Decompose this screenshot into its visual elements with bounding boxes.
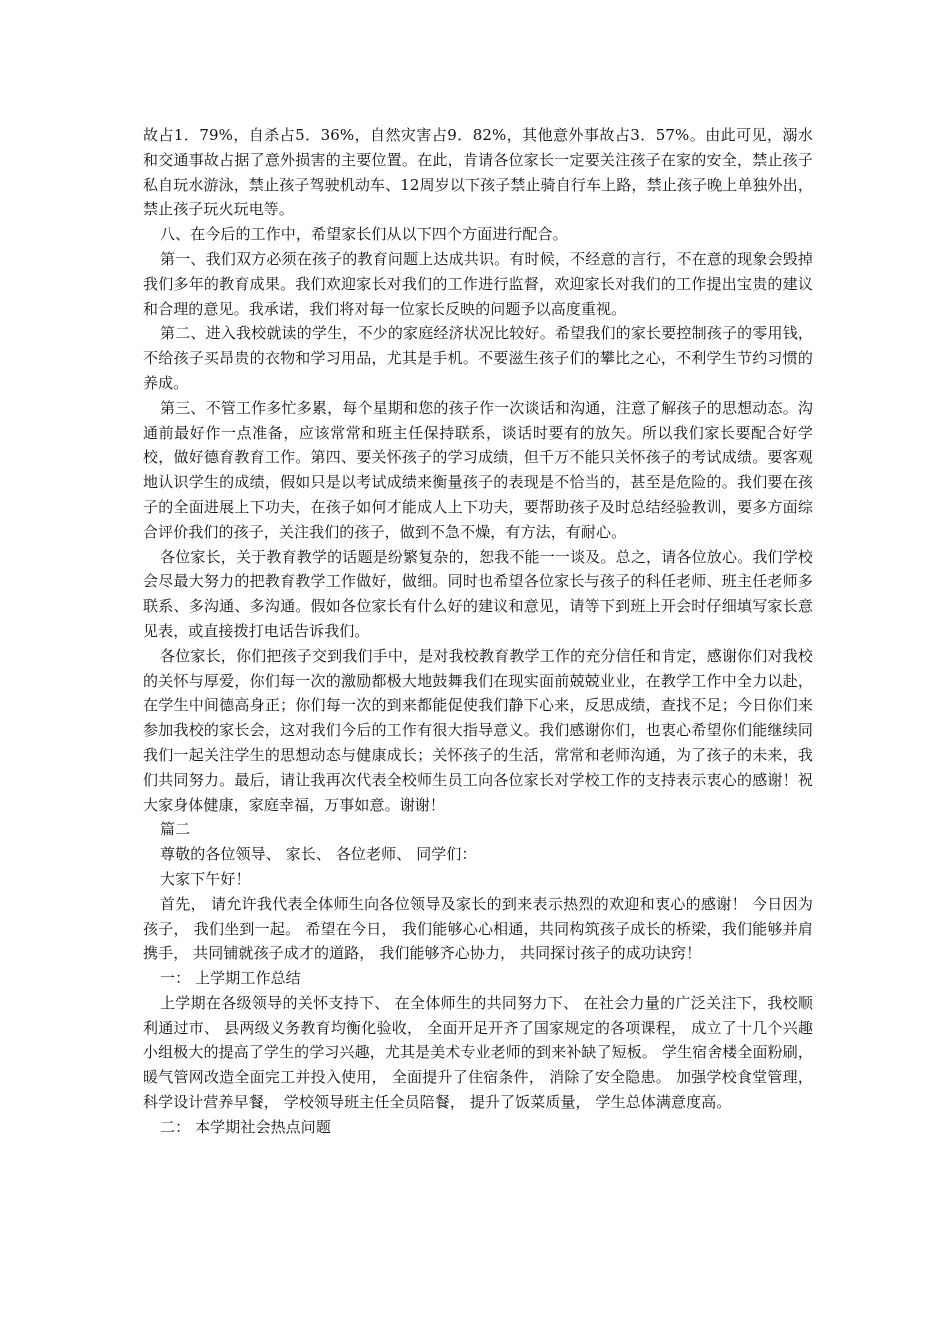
greeting: 大家下午好！ [160, 869, 251, 888]
paragraph-closing-thanks: 各位家长，你们把孩子交到我们手中，是对我校教育教学工作的充分信任和肯定，感谢你们对我校的关怀与厚爱，你们每一次的激励都极大地鼓舞我们在现实面前兢兢业业，在教学工作中全力以赴，在学生中间德高身正；你们每一次的到来都能促使我们静下心来，反思成绩，查找不足；今日你们来参加我校的家长会，这对我们今后的工作有很大指导意义。我们感谢你们，也衷心希望你们能继续同我们一起关注学生的思想动态与健康成长；关怀孩子的生活，常常和老师沟通，为了孩子的未来，我们共同努力。最后，请让我再次代表全校师生员工向各位家长对学校工作的支持表示衷心的感谢！祝大家身体健康，家庭幸福，万事如意。谢谢！ [143, 646, 813, 814]
paragraph-accident-statistics: 故占1．79%，自杀占5．36%，自然灾害占9．82%，其他意外事故占3．57%。由此可见，溺水和交通事故占据了意外损害的主要位置。在此，肯请各位家长一定要关注孩子在家的安全，禁止孩子私自玩水游泳，禁止孩子驾驶机动车、12周岁以下孩子禁止骑自行车上路，禁止孩子晚上单独外出，禁止孩子玩火玩电等。 [143, 126, 813, 219]
paragraph-last-semester-work: 上学期在各级领导的关怀支持下、 在全体师生的共同努力下、 在社会力量的广泛关注下，我校顺利通过市、 县两级义务教育均衡化验收， 全面开足开齐了国家规定的各项课程， 成立了十几个兴趣小组极大的提高了学生的学习兴趣，尤其是美术专业老师的到来补缺了短板。 学生宿舍楼全面粉刷， 暖气管网改造全面完工并投入使用， 全面提升了住宿条件， 消除了安全隐患。 加强学校食堂管理， 科学设计营养早餐， 学校领导班主任全员陪餐， 提升了饭菜质量， 学生总体满意度高。 [143, 993, 813, 1112]
section-heading-part-two: 篇二 [160, 820, 191, 839]
paragraph-parents-address: 各位家长，关于教育教学的话题是纷繁复杂的，恕我不能一一谈及。总之，请各位放心。我们学校会尽最大努力的把教育教学工作做好，做细。同时也希望各位家长与孩子的科任老师、班主任老师多联系、多沟通、多沟通。假如各位家长有什么好的建议和意见，请等下到班上开会时仔细填写家长意见表，或直接拨打电话告诉我们。 [143, 547, 813, 640]
paragraph-third-fourth-point: 第三、不管工作多忙多累，每个星期和您的孩子作一次谈话和沟通，注意了解孩子的思想动态。沟通前最好作一点准备，应该常常和班主任保持联系，谈话时要有的放矢。所以我们家长要配合好学校，做好德育教育工作。第四、要关怀孩子的学习成绩，但千万不能只关怀孩子的考试成绩。要客观地认识学生的成绩，假如只是以考试成绩来衡量孩子的表现是不恰当的，甚至是危险的。我们要在孩子的全面进展上下功夫，在孩子如何才能成人上下功夫，要帮助孩子及时总结经验教训，要多方面综合评价我们的孩子，关注我们的孩子，做到不急不燥，有方法，有耐心。 [143, 398, 813, 541]
salutation: 尊敬的各位领导、 家长、 各位老师、 同学们： [160, 845, 477, 864]
paragraph-welcome: 首先， 请允许我代表全体师生向各位领导及家长的到来表示热烈的欢迎和衷心的感谢！ 今日因为孩子， 我们坐到一起。 希望在今日， 我们能够心心相通，共同构筑孩子成长的桥梁，我们能够并肩携手， 共同铺就孩子成才的道路， 我们能够齐心协力， 共同探讨孩子的成功诀窍！ [143, 894, 813, 963]
heading-last-semester-summary: 一： 上学期工作总结 [160, 969, 301, 988]
heading-social-hot-issues: 二： 本学期社会热点问题 [160, 1117, 331, 1136]
paragraph-section-eight: 八、在今后的工作中，希望家长们从以下四个方面进行配合。 [160, 225, 568, 244]
paragraph-first-point: 第一、我们双方必须在孩子的教育问题上达成共识。有时候，不经意的言行，不在意的现象会毁掉我们多年的教育成果。我们欢迎家长对我们的工作进行监督，欢迎家长对我们的工作提出宝贵的建议和合理的意见。我承诺，我们将对每一位家长反映的问题予以高度重视。 [143, 249, 813, 318]
document-body [143, 123, 813, 1140]
paragraph-second-point: 第二、进入我校就读的学生，不少的家庭经济状况比较好。希望我们的家长要控制孩子的零用钱，不给孩子买昂贵的衣物和学习用品，尤其是手机。不要滋生孩子们的攀比之心，不利学生节约习惯的养成。 [143, 324, 813, 392]
